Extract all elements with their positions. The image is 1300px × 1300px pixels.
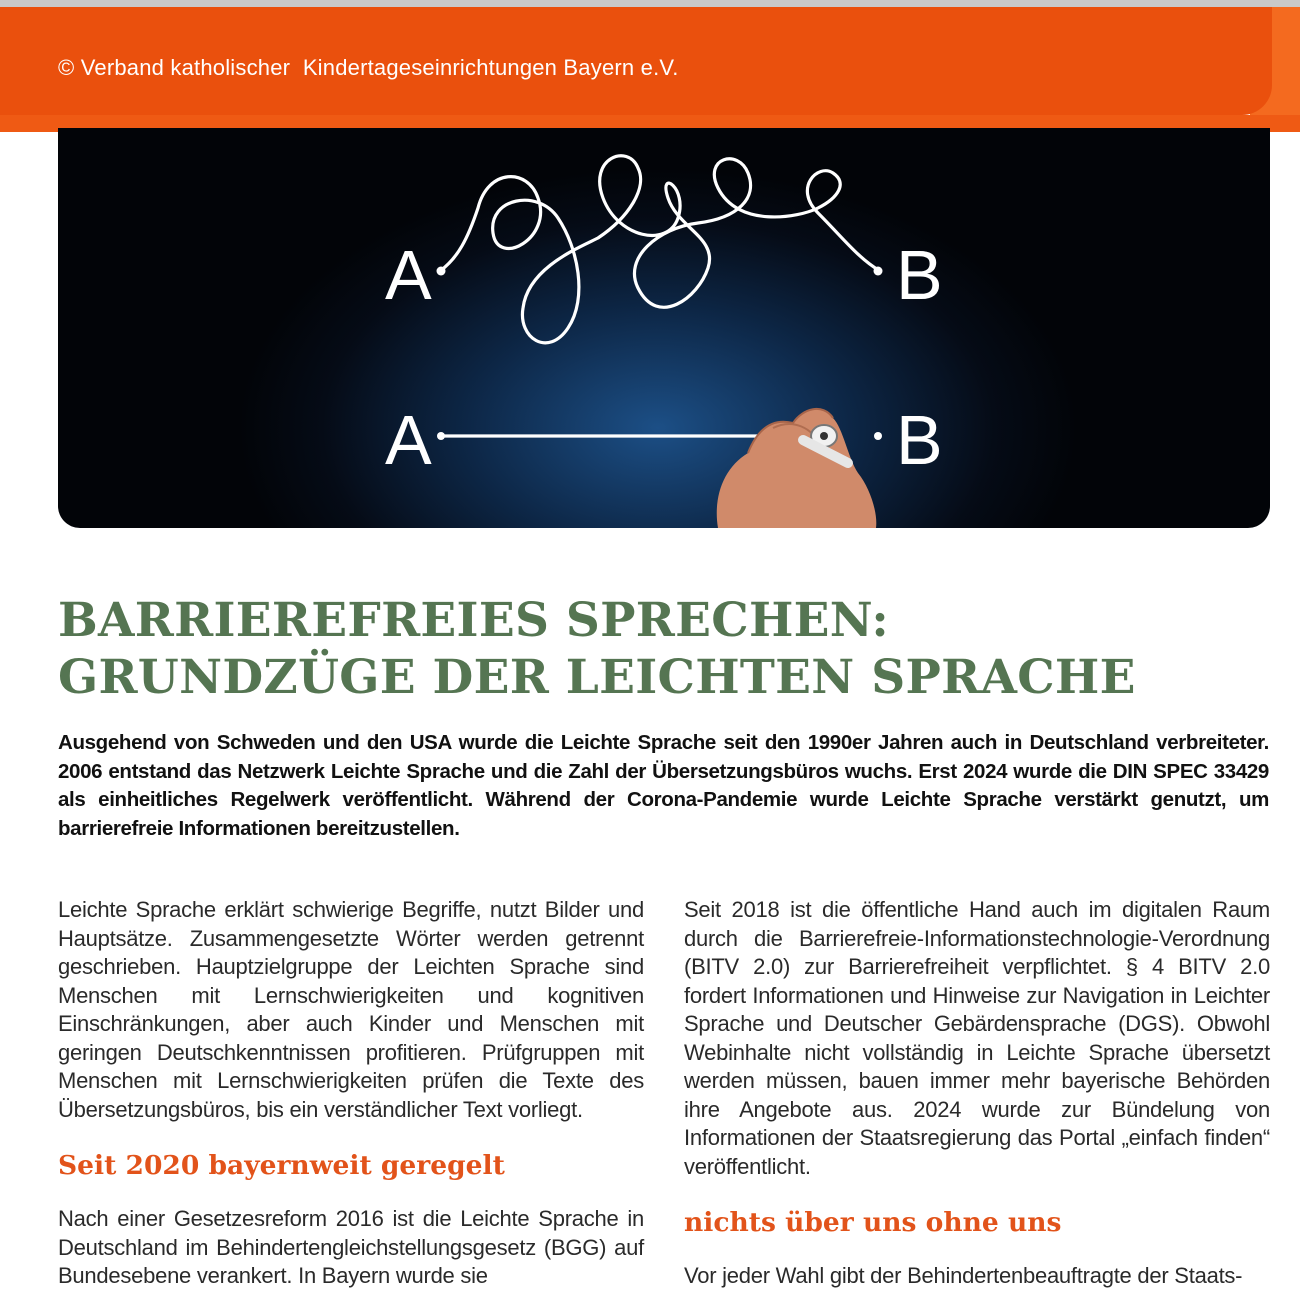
label-a-top: A <box>385 236 432 314</box>
label-b-bottom: B <box>896 401 943 479</box>
tangled-line-icon <box>440 156 880 343</box>
page-header <box>0 7 1272 115</box>
top-border <box>0 0 1300 7</box>
left-paragraph-1: Leichte Sprache erklärt schwierige Begriffe, nutzt Bilder und Hauptsätze. Zusammengesetzte Wörter werden getrennt geschrieben. Hauptzielgruppe der Leichten Sprache sind Menschen mit Lernschwierigkeiten und kognitiven Einschränkungen, aber auch Kinder und Menschen mit geringen Deutschkenntnissen profitieren. Prüfgruppen mit Menschen mit Lernschwierigkeiten prüfen die Texte des Übersetzungsbüros, bis ein verständlicher Text vorliegt. <box>58 897 644 1122</box>
title-line-1: BARRIEREFREIES SPRECHEN: <box>58 593 890 648</box>
right-column <box>684 896 1270 1291</box>
hero-image <box>58 128 1270 528</box>
right-paragraph-2: Vor jeder Wahl gibt der Behindertenbeauftragte der Staats- <box>684 1263 1243 1288</box>
label-a-bottom: A <box>385 401 432 479</box>
hero-illustration <box>58 128 1270 528</box>
left-column <box>58 896 644 1291</box>
left-paragraph-2: Nach einer Gesetzesreform 2016 ist die Leichte Sprache in Deutschland im Behindertengleichstellungsgesetz (BGG) auf Bundesebene verankert. In Bayern wurde sie <box>58 1206 644 1288</box>
page-title <box>58 592 1270 706</box>
title-line-2: GRUNDZÜGE DER LEICHTEN SPRACHE <box>58 650 1136 705</box>
left-section-heading: Seit 2020 bayernweit geregelt <box>58 1150 505 1181</box>
right-paragraph-1: Seit 2018 ist die öffentliche Hand auch im digitalen Raum durch die Barrierefreie-Informationstechnologie-Verordnung (BITV 2.0) zur Barrierefreiheit verpflichtet. § 4 BITV 2.0 fordert Informationen und Hinweise zur Navigation in Leichter Sprache und Deutscher Gebärdensprache (DGS). Obwohl Webinhalte nicht vollständig in Leichte Sprache übersetzt werden müssen, bauen immer mehr bayerische Behörden ihre Angebote aus. 2024 wurde zur Bündelung von Informationen der Staatsregierung das Portal „einfach finden“ veröffentlicht. <box>684 897 1270 1179</box>
label-b-top: B <box>896 236 943 314</box>
header-copyright: © Verband katholischer Kindertageseinrichtungen Bayern e.V. <box>58 55 679 80</box>
point-a-dot-bottom <box>437 432 445 440</box>
point-b-dot-bottom <box>874 432 882 440</box>
right-section-heading: nichts über uns ohne uns <box>684 1207 1062 1238</box>
point-a-dot <box>437 267 446 276</box>
point-b-dot <box>874 267 883 276</box>
hand-marker-icon <box>717 409 877 528</box>
lead-paragraph: Ausgehend von Schweden und den USA wurde die Leichte Sprache seit den 1990er Jahren auch in Deutschland verbreiteter. 2006 entstand das Netzwerk Leichte Sprache und die Zahl der Übersetzungsbüros wuchs. Erst 2024 wurde die DIN SPEC 33429 als einheitliches Regelwerk veröffentlicht. Während der Corona-Pandemie wurde Leichte Sprache verstärkt genutzt, um barrierefreie Informationen bereitzustellen. <box>58 731 1269 840</box>
